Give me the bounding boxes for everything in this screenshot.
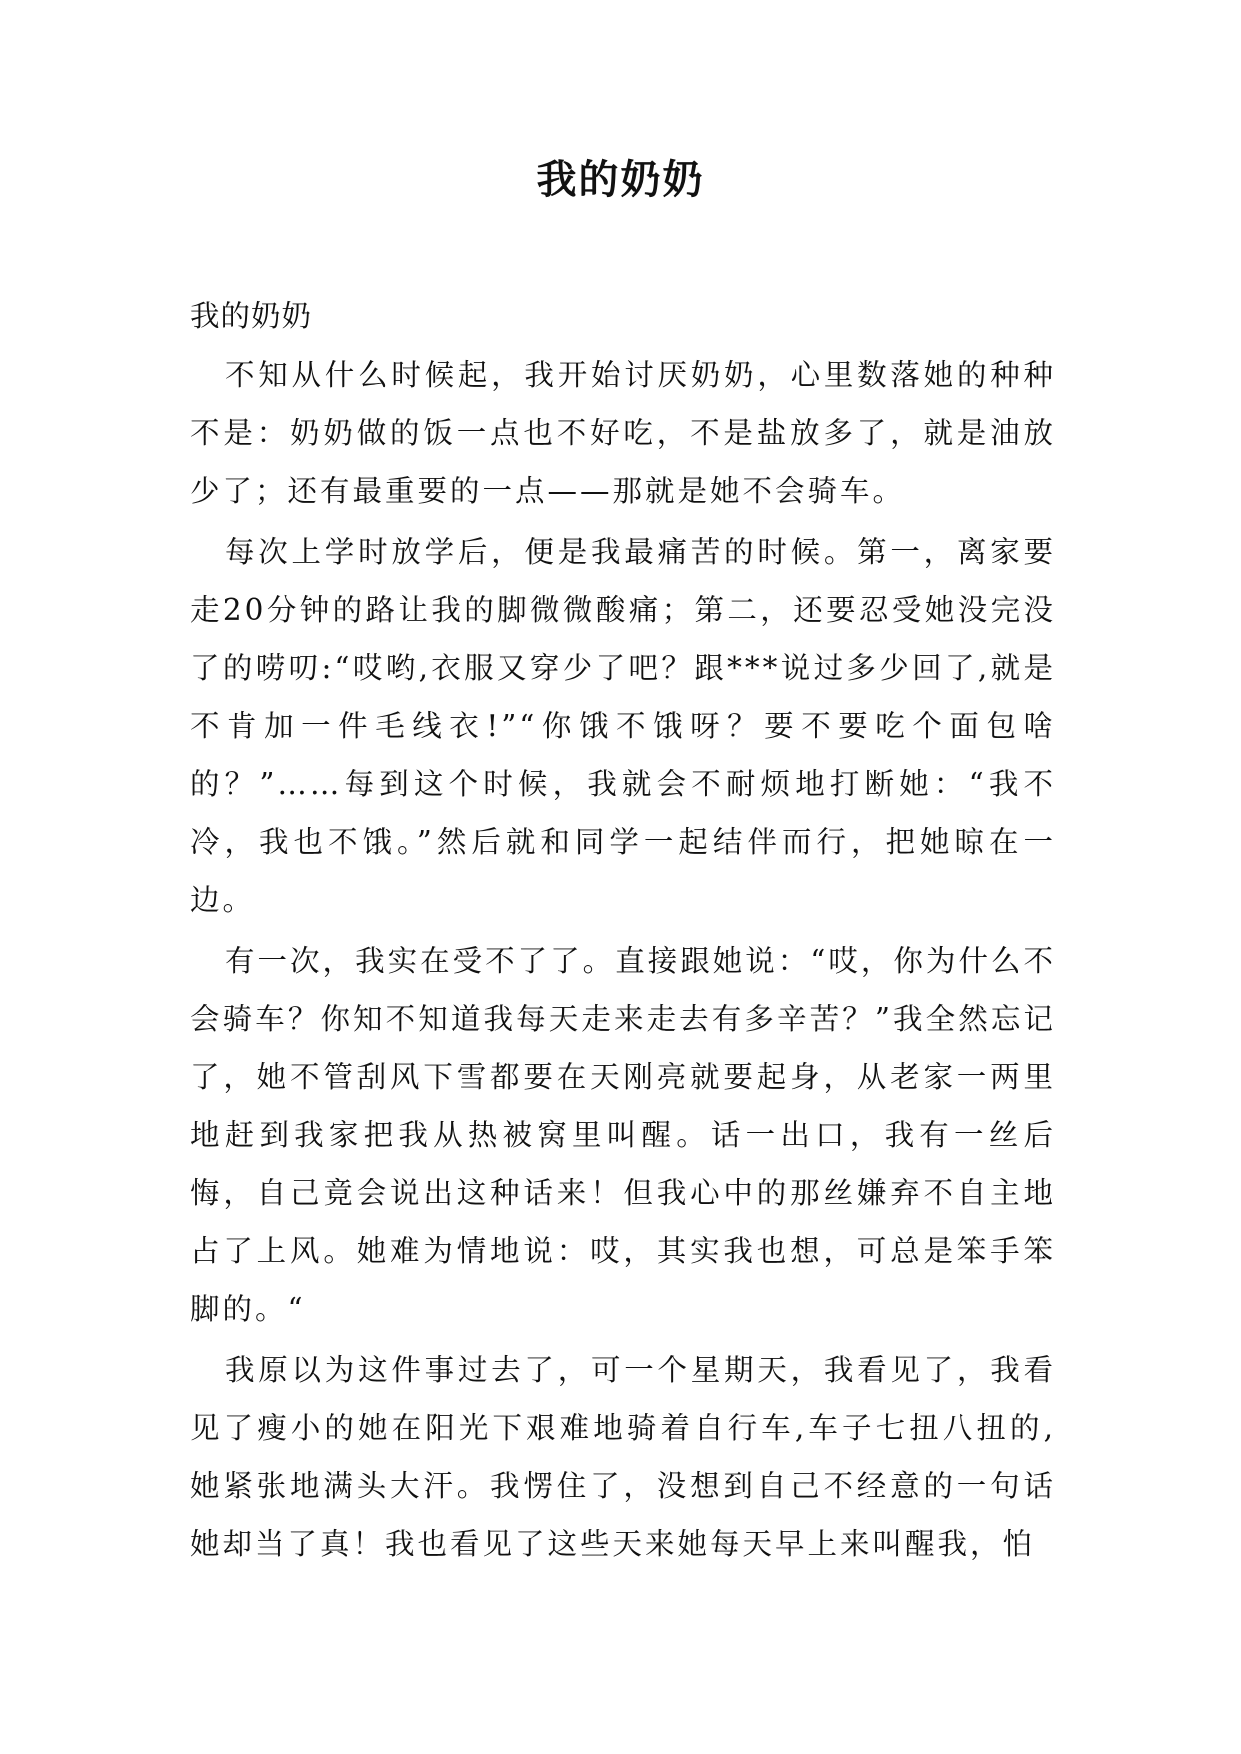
paragraph: 我原以为这件事过去了，可一个星期天，我看见了，我看见了瘦小的她在阳光下艰难地骑着自行车,车子七扭八扭的,她紧张地满头大汗。我愣住了，没想到自己不经意的一句话她却当了真！我也看见了这些天来她每天早上来叫醒我，怕 [190, 1353, 1056, 1561]
paragraph: 每次上学时放学后，便是我最痛苦的时候。第一，离家要走20分钟的路让我的脚微微酸痛；第二，还要忍受她没完没了的唠叨:“哎哟,衣服又穿少了吧？跟***说过多少回了,就是不肯加一件毛线衣!”“你饿不饿呀？要不要吃个面包啥的？”……每到这个时候，我就会不耐烦地打断她：“我不冷，我也不饿。”然后就和同学一起结伴而行，把她晾在一边。 [190, 535, 1056, 917]
paragraph: 有一次，我实在受不了了。直接跟她说：“哎，你为什么不会骑车？你知不知道我每天走来走去有多辛苦？”我全然忘记了，她不管刮风下雪都要在天刚亮就要起身，从老家一两里地赶到我家把我从热被窝里叫醒。话一出口，我有一丝后悔，自己竟会说出这种话来！但我心中的那丝嫌弃不自主地占了上风。她难为情地说：哎，其实我也想，可总是笨手笨脚的。“ [190, 944, 1056, 1326]
paragraph: 不知从什么时候起，我开始讨厌奶奶，心里数落她的种种不是：奶奶做的饭一点也不好吃，不是盐放多了，就是油放少了；还有最重要的一点——那就是她不会骑车。 [190, 358, 1056, 508]
document-body [190, 290, 1056, 1576]
document-subtitle: 我的奶奶 [190, 299, 313, 333]
document-title: 我的奶奶 [536, 156, 705, 203]
